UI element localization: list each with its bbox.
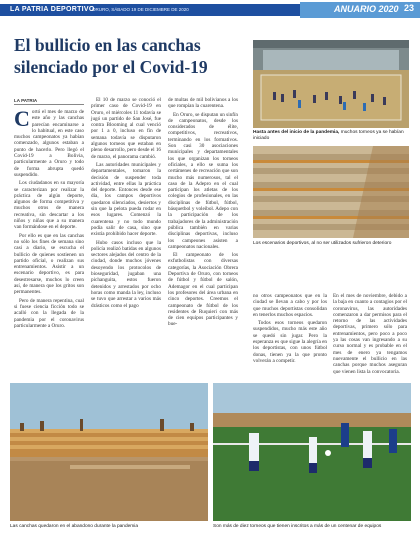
- stands-caption: Los escenarios deportivos, al no ser utilizados sufrieron deterioro: [253, 241, 392, 246]
- drop-cap: C: [14, 106, 30, 131]
- abandoned-field-photo: [10, 383, 208, 521]
- article-paragraph: En Oruro, se disputan un sinfín de campeonatos, desde los considerados de élite, competitivos, recreativos, terminando en los formativos. Son casi 30 asociaciones municipales y departamentales los que organizan los torneos oficiales, a ello se suma los certámenes de recreación que son mucho más numerosos, tal el caso de la Adepro en el cual participan los atletas de los colegios de profesionales, en las disciplinas de fútbol, fútbol, básquetbol y voleibol. Adepo con la participación de los trabajadores de la administración pública también en varias disciplinas deportivas, incluso los campeones asisten a campeonatos nacionales.: [168, 111, 238, 250]
- article-paragraph: de multas de mil bolivianos a los que rompían la cuarentena.: [168, 97, 238, 110]
- article-column-5: [333, 293, 407, 377]
- article-paragraph: Las autoridades municipales y departamentales, tomaron la decisión de suspender toda actividad, entre ellas la práctica del deporte. Entonces desde ese día, los campos deportivos quedaron silenciados, desiertos y sin que la pelota pueda rodar en esos lugares. Comenzó la cuarentena y no todo mundo podía salir de casa, sino que existía prohibido hacer deporte.: [91, 161, 161, 238]
- article-author: LA PATRIA: [14, 98, 38, 103]
- article-paragraph: Hubo casos incluso que la policía realizó batidas en algunos sectores alejados del centro de la ciudad, donde muchos jóvenes desoyendo los protocolos de bioseguridad, jugaban una pichanguita, estos fueron detenidos y arrestados por ocho horas como manda la ley, incluso se tuvo que arrestar a varios más drásticos como el pago: [91, 239, 161, 309]
- article-column-2: [91, 97, 161, 311]
- page-header: [0, 0, 420, 22]
- caption-bold: Hasta antes del inicio de la pandemia,: [253, 130, 340, 135]
- article-paragraph: Por ello es que en las canchas no sólo los fines de semana sino casi a diario, se escucha el bullicio de quienes sostienen un partido oficial, o realizan sus entrenamientos. Asistir a un escenario deportivo, es para desestresarse, muchos lo creen así, de manera que los gritos son permanentes.: [14, 232, 84, 296]
- article-paragraph: Pero de manera repentina, cual si fuese ciencia ficción todo se acalló con la llegada de la pandemia por el coronavirus particularmente a Oruro.: [14, 297, 84, 329]
- match-photo: [213, 383, 411, 521]
- page-number: 23: [404, 3, 415, 13]
- arena-image: [253, 40, 409, 128]
- article-paragraph: [14, 106, 84, 178]
- article-paragraph: Todos esos torneos quedaron suspendidos, mucho más este año se quedó sin jugar. Pero la esperanza es que sigue la alegría en los deportistas, con unos fútbol donas, tienen ya la que pronto volverán a competir.: [253, 320, 327, 364]
- article-column-3: [168, 97, 238, 330]
- article-headline: El bullicio en las canchas silenciado por el Covid-19: [14, 35, 208, 77]
- section-title: LA PATRIA DEPORTIVO: [10, 6, 95, 13]
- caption-text: muchos torneos ya se habían iniciado: [253, 130, 404, 141]
- article-paragraph: El 10 de marzo se conoció el primer caso de Covid-19 en Oruro, el miércoles 11 todavía se jugó un partido de San José, fue contra Blooming al cual venció por 1 a 0, incluso en fin de semana todavía se disputaron algunos torneos que estaban en pleno desarrollo, pero desde el 16 de marzo, el panorama cambió.: [91, 97, 162, 160]
- paragraph-text: ortó el mes de marzo de este año y las canchas parecían encaminarse a lo habitual, en este caso muchos campeonatos ya habían comenzado, algunos estaban a punto de hacerlo. Pero llegó el Covid-19 a Bolivia, particularmente a Oruro y todo de forma abrupta quedó suspendido.: [14, 109, 84, 178]
- article-column-4: [253, 293, 327, 366]
- header-date: ORURO, SÁBADO 19 DE DICIEMBRE DE 2020: [92, 7, 189, 12]
- article-paragraph: El campeonato de los exfutbolistas con diversas categorías, la Asociación Obrera Deportiva de Oruro, con torneos de fútbol y fútbol de salón, Ademagor en el cual participan los profesores del área urbana en cinco deportes. Creemos el campeonato de fútbol de los residentes de Ruquieri con más de cien equipos participantes y bue-: [168, 252, 238, 328]
- match-image: [213, 383, 411, 521]
- arena-photo: [253, 40, 409, 128]
- author-rule: [14, 104, 84, 105]
- arena-caption: [253, 130, 411, 142]
- match-caption: Son más de diez torneos que tienen inscritos a más de un centenar de equipos: [213, 524, 382, 529]
- article-paragraph: Los ciudadanos en su mayoría se caracterizan por realizar la práctica de algún deporte, algunos de forma competitiva y muchos otros de manera recreativa, sin descartar a los niños y niñas que a su manera van formándose en el deporte.: [14, 180, 84, 231]
- field-caption: Las canchas quedaron en el abandono durante la pandemia: [10, 524, 139, 529]
- article-column-1: [14, 106, 84, 331]
- edition-label: ANUARIO 2020: [334, 4, 399, 14]
- empty-stands-image: [253, 146, 409, 238]
- article-paragraph: En el mes de noviembre, debido a la baja en cuanto a contagios por el coronavirus, las autoridades comenzaron a dar permisos para el retorno de las actividades deportivas, primero sólo para entrenamientos, pero poco a poco ya las cosas van ingresando a su curso normal y es probable en el mes de enero ya tengamos nuevamente el bullicio en las canchas porque muchos aseguran que vienen lista la convocatoria.: [333, 293, 407, 375]
- abandoned-field-image: [10, 383, 208, 521]
- article-paragraph: no otros campeonatos que en la ciudad se llevan a cabo y por los que muchos deportistas consolidan en tenerlos muchos espacios.: [253, 293, 327, 318]
- empty-stands-photo: [253, 146, 409, 238]
